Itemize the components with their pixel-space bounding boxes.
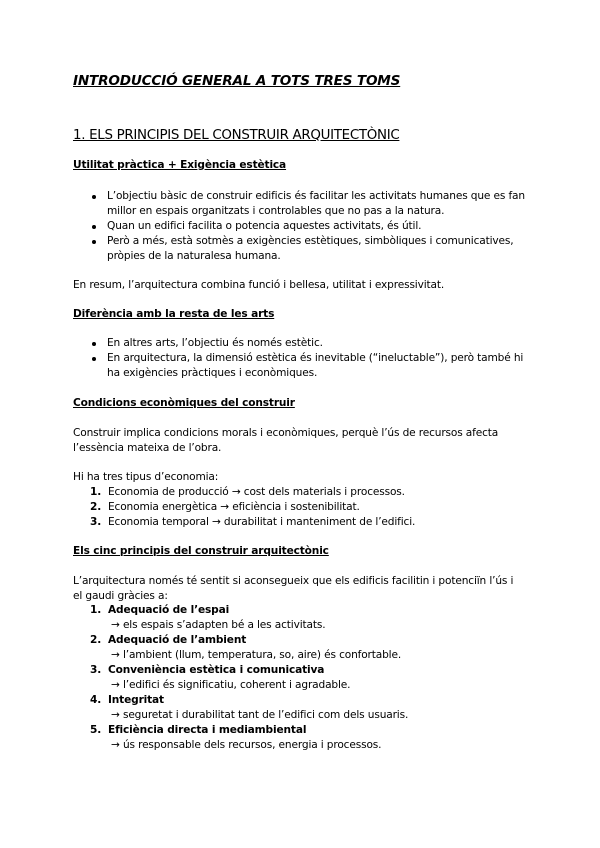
document-title: INTRODUCCIÓ GENERAL A TOTS TRES TOMS [73, 73, 401, 89]
principle-title: Adequació de l’espai [108, 604, 230, 616]
principle-title: Eficiència directa i mediambiental [108, 724, 307, 736]
utility-summary: En resum, l’arquitectura combina funció i bellesa, utilitat i expressivitat. [73, 279, 445, 291]
list-item: 4. Integritat → seguretat i durabilitat tant de l’edifici com dels usuaris. [73, 693, 533, 723]
subheading-arts: Diferència amb la resta de les arts [73, 308, 275, 320]
principles-list [73, 603, 533, 753]
principle-desc: → l’ambient (llum, temperatura, so, aire) és confortable. [111, 648, 402, 661]
list-item: Però a més, està sotmès a exigències estètiques, simbòliques i comunicatives, pròpies de la naturalesa humana. [73, 234, 533, 264]
section-heading: 1. ELS PRINCIPIS DEL CONSTRUIR ARQUITECTÒNIC [73, 128, 400, 143]
bullet-icon [92, 195, 96, 199]
list-item: 1. Economia de producció → cost dels materials i processos. [90, 486, 405, 498]
economy-intro: Hi ha tres tipus d’economia: [73, 471, 219, 483]
list-item: 2. Adequació de l’ambient → l’ambient (llum, temperatura, so, aire) és confortable. [73, 633, 533, 663]
subheading-economy: Condicions econòmiques del construir [73, 397, 295, 409]
bullet-icon [92, 225, 96, 229]
principle-desc: → els espais s’adapten bé a les activitats. [111, 618, 326, 631]
economy-paragraph: Construir implica condicions morals i econòmiques, perquè l’ús de recursos afecta l’essència mateixa de l’obra. [73, 427, 499, 454]
principle-desc: → l’edifici és significatiu, coherent i agradable. [111, 678, 351, 691]
list-item: 3. Conveniència estètica i comunicativa → l’edifici és significatiu, coherent i agradable. [73, 663, 533, 693]
list-item: 1. Adequació de l’espai → els espais s’adapten bé a les activitats. [73, 603, 533, 633]
subheading-utility: Utilitat pràctica + Exigència estètica [73, 159, 287, 171]
principle-desc: → ús responsable dels recursos, energia i processos. [111, 738, 382, 751]
list-item: L’objectiu bàsic de construir edificis és facilitar les activitats humanes que es fan millor en espais organitzats i controlables que no pas a la natura. [73, 189, 533, 219]
bullet-icon [92, 357, 96, 361]
economy-list [73, 485, 533, 530]
list-item: En altres arts, l’objectiu és només estètic. [73, 336, 533, 351]
list-item: 5. Eficiència directa i mediambiental → ús responsable dels recursos, energia i processos. [73, 723, 533, 753]
bullet-icon [92, 342, 96, 346]
list-item: 3. Economia temporal → durabilitat i manteniment de l’edifici. [90, 516, 416, 528]
principle-desc: → seguretat i durabilitat tant de l’edifici com dels usuaris. [111, 708, 409, 721]
utility-bullet-list [73, 189, 533, 264]
subheading-principles: Els cinc principis del construir arquitectònic [73, 545, 329, 557]
list-item: En arquitectura, la dimensió estètica és inevitable (“ineluctable”), però també hi ha exigències pràctiques i econòmiques. [73, 351, 533, 381]
arts-bullet-list [73, 336, 533, 381]
principles-intro: L’arquitectura només té sentit si aconsegueix que els edificis facilitin i potenciïn l’ús i el gaudi gràcies a: [73, 575, 514, 602]
bullet-icon [92, 240, 96, 244]
principle-title: Adequació de l’ambient [108, 634, 247, 646]
principle-title: Integritat [108, 694, 164, 706]
list-item: 2. Economia energètica → eficiència i sostenibilitat. [90, 501, 360, 513]
list-item: Quan un edifici facilita o potencia aquestes activitats, és útil. [73, 219, 533, 234]
principle-title: Conveniència estètica i comunicativa [108, 664, 325, 676]
